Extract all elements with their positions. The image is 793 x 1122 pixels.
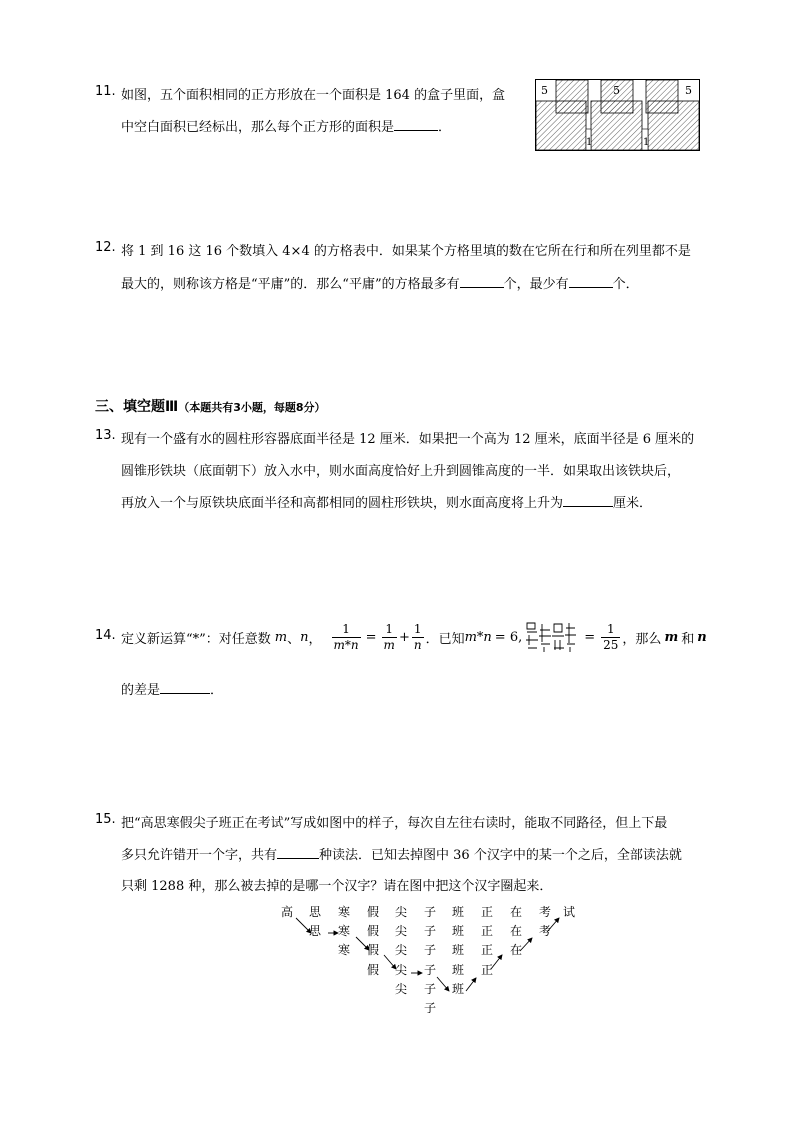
grid-char-r5-c5[interactable]: 子: [423, 1001, 436, 1015]
q15-answer-blank[interactable]: [277, 846, 319, 859]
q15-number: 15.: [95, 812, 116, 827]
grid-char-r2-c6[interactable]: 班: [451, 943, 464, 957]
q14-garbled-glyphs: [524, 620, 578, 654]
q15-line3: 只剩 1288 种，那么被去掉的是哪一个汉字？请在图中把这个汉字圈起来．: [121, 879, 553, 894]
q14-text-a: 定义新运算“*”：对任意数: [121, 631, 271, 647]
q12-line1: 将 1 到 16 这 16 个数填入 4×4 的方格表中．如果某个方格里填的数在它所在行和所在列里都不是: [121, 244, 691, 259]
grid-char-r0-c8[interactable]: 在: [509, 905, 522, 919]
grid-char-r2-c5[interactable]: 子: [423, 943, 436, 957]
q13-line2: 圆锥形铁块（底面朝下）放入水中，则水面高度恰好上升到圆锥高度的一半．如果取出该铁块后，: [121, 464, 681, 479]
q14-var-n: n: [300, 629, 309, 645]
q14-frac-2: [382, 622, 397, 653]
grid-char-r1-c9[interactable]: 考: [538, 924, 551, 938]
q12-line2-a: 最大的，则称该方格是“平庸”的．那么“平庸”的方格最多有: [121, 277, 460, 292]
section3-note: （本题共有3小题，每题8分）: [178, 401, 326, 414]
q14-var-n-2: n: [697, 629, 707, 645]
q12-number: 12.: [95, 240, 116, 255]
grid-char-r0-c6[interactable]: 班: [451, 905, 464, 919]
q13-line3-suffix: 厘米．: [613, 496, 653, 511]
grid-char-r1-c6[interactable]: 班: [451, 924, 464, 938]
grid-char-r0-c1[interactable]: 思: [308, 905, 321, 919]
grid-char-r0-c10[interactable]: 试: [562, 905, 575, 919]
grid-char-r3-c6[interactable]: 班: [451, 963, 464, 977]
grid-char-r0-c7[interactable]: 正: [480, 905, 493, 919]
grid-char-r4-c5[interactable]: 子: [423, 982, 436, 996]
q15-line1: 把“高思寒假尖子班正在考试”写成如图中的样子，每次自左往右读时，能取不同路径，但上下最: [121, 816, 668, 831]
square-middle: [591, 101, 642, 150]
q14-var-m-2: m: [664, 629, 679, 645]
q14-answer-blank[interactable]: [160, 681, 210, 694]
q14-text-and: 和: [681, 631, 695, 647]
q14-line2-suffix: ．: [210, 683, 224, 698]
q12-line2-c: 个．: [612, 277, 639, 292]
label-5-right: 5: [685, 84, 692, 97]
grid-char-r0-c4[interactable]: 尖: [394, 905, 407, 919]
q13-line3-prefix: 再放入一个与原铁块底面半径和高都相同的圆柱形铁块，则水面高度将上升为: [121, 496, 564, 511]
grid-char-r3-c4[interactable]: 尖: [394, 963, 407, 977]
grid-char-r1-c4[interactable]: 尖: [394, 924, 407, 938]
grid-char-r0-c3[interactable]: 假: [366, 905, 379, 919]
q14-number: 14.: [95, 628, 116, 643]
label-1-right: 1: [643, 137, 650, 148]
arrow-7: [466, 978, 476, 991]
q14-frac2-den: m: [383, 637, 395, 652]
grid-char-r0-c9[interactable]: 考: [538, 905, 551, 919]
q14-eq6: = 6,: [494, 629, 523, 645]
q13-line1: 现有一个盛有水的圆柱形容器底面半径是 12 厘米．如果把一个高为 12 厘米，底面半径是 6 厘米的: [121, 432, 695, 447]
q15-line2-a: 多只允许错开一个字，共有: [121, 848, 278, 863]
q14-frac1-den: m*n: [333, 637, 359, 652]
q12-answer-blank-min[interactable]: [569, 275, 613, 288]
grid-char-r1-c2[interactable]: 寒: [337, 924, 350, 938]
q14-line2-prefix: 的差是: [121, 683, 161, 698]
grid-char-r1-c8[interactable]: 在: [509, 924, 522, 938]
grid-char-r0-c5[interactable]: 子: [423, 905, 436, 919]
q14-frac-3: [412, 622, 424, 653]
q14-line2: [121, 679, 223, 698]
label-5-middle: 5: [613, 84, 620, 97]
q11-line2-suffix: ．: [438, 120, 452, 135]
q13-answer-blank[interactable]: [563, 494, 613, 507]
q15-line2-b: 种读法．已知去掉图中 36 个汉字中的某一个之后，全部读法就: [319, 848, 682, 863]
grid-char-r3-c5[interactable]: 子: [423, 963, 436, 977]
grid-char-r2-c7[interactable]: 正: [480, 943, 493, 957]
q13-number: 13.: [95, 428, 116, 443]
grid-char-r1-c3[interactable]: 假: [366, 924, 379, 938]
q12-line2-b: 个，最少有: [503, 277, 569, 292]
q14-sep: 、: [287, 631, 301, 647]
q11-squares-figure: [535, 79, 701, 152]
grid-char-r2-c8[interactable]: 在: [509, 943, 522, 957]
grid-char-r0-c0[interactable]: 高: [280, 905, 293, 919]
q14-frac4-den: 25: [603, 637, 619, 652]
q13-line3: [121, 492, 652, 511]
section3-title: 三、填空题Ⅲ: [95, 399, 179, 415]
q14-known: m*n: [464, 629, 492, 645]
q14-var-m: m: [274, 629, 288, 645]
q14-comma: ，: [308, 631, 322, 647]
q11-line2: [121, 116, 451, 135]
q14-frac4-num: 1: [601, 622, 620, 638]
q14-frac2-num: 1: [382, 622, 397, 638]
q11-number: 11.: [95, 84, 116, 99]
grid-char-r3-c7[interactable]: 正: [480, 963, 493, 977]
q14-line1: [121, 617, 707, 657]
grid-char-r2-c4[interactable]: 尖: [394, 943, 407, 957]
arrow-6: [437, 977, 449, 991]
q14-frac-1: [332, 622, 361, 653]
grid-char-r1-c1[interactable]: 思: [308, 924, 321, 938]
q14-text-b: ．已知: [425, 631, 465, 647]
grid-char-r4-c6[interactable]: 班: [451, 982, 464, 996]
q14-frac-4: [601, 622, 620, 653]
grid-char-r3-c3[interactable]: 假: [366, 963, 379, 977]
square-5: [648, 101, 699, 150]
q14-frac1-num: 1: [332, 622, 361, 638]
label-1-left: 1: [586, 137, 593, 148]
q14-eq: =: [365, 629, 377, 645]
grid-char-r1-c7[interactable]: 正: [480, 924, 493, 938]
grid-char-r2-c3[interactable]: 假: [366, 943, 379, 957]
q14-frac3-den: n: [413, 637, 422, 652]
q15-character-grid: [280, 903, 590, 1033]
grid-char-r1-c5[interactable]: 子: [423, 924, 436, 938]
q15-line2: [121, 844, 682, 863]
q14-eq2: =: [584, 629, 596, 645]
q14-plus: +: [398, 629, 410, 645]
q14-text-c: ，那么: [622, 631, 662, 647]
q11-line1: 如图，五个面积相同的正方形放在一个面积是 164 的盒子里面，盒: [121, 88, 506, 103]
grid-char-r0-c2[interactable]: 寒: [337, 905, 350, 919]
grid-char-r2-c2[interactable]: 寒: [337, 943, 350, 957]
q11-line2-prefix: 中空白面积已经标出，那么每个正方形的面积是: [121, 120, 395, 135]
q12-line2: [121, 273, 639, 292]
q14-frac3-num: 1: [412, 622, 424, 638]
q11-answer-blank[interactable]: [394, 118, 438, 131]
section3-header: [95, 396, 326, 416]
grid-char-r4-c4[interactable]: 尖: [394, 982, 407, 996]
q12-answer-blank-max[interactable]: [460, 275, 504, 288]
square-4: [536, 101, 586, 150]
label-5-left: 5: [541, 84, 548, 97]
